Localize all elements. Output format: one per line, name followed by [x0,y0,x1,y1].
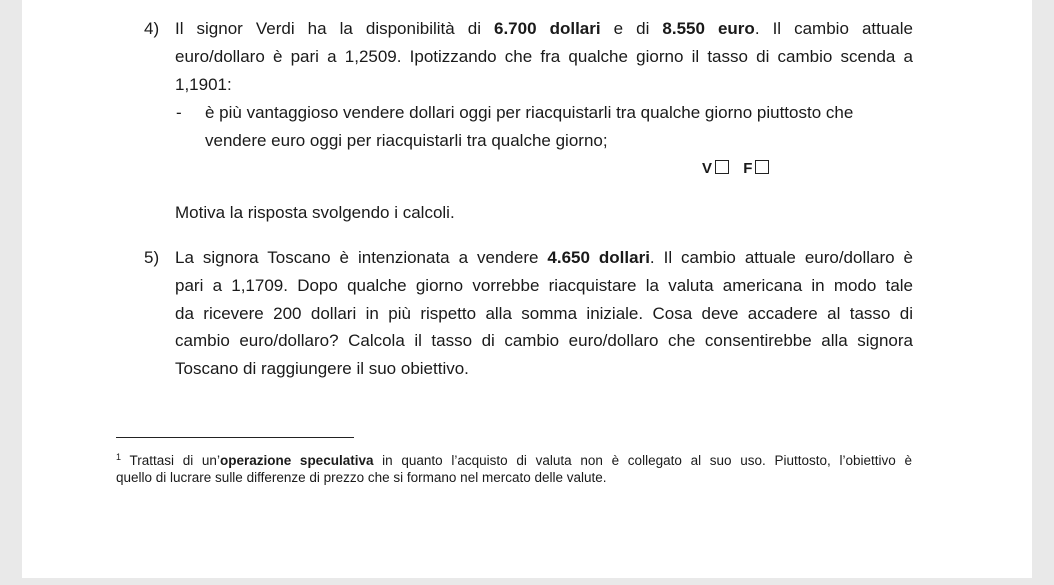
q4-text: e di [600,19,663,38]
bullet-line-1: è più vantaggioso vendere dollari oggi per riacquistarli tra qualche giorno piuttosto che [205,103,854,122]
footnote-bold-term: operazione speculativa [219,453,374,468]
question-4-instruction: Motiva la risposta svolgendo i calcoli. [175,203,455,222]
footnote-marker: 1 [116,452,122,462]
question-5-number: 5) [144,248,160,267]
question-4-line-3: 1,1901: [175,75,232,94]
true-checkbox[interactable] [715,160,729,174]
document-page [22,0,1032,578]
footnote-text: in quanto l’acquisto di valuta non è collegato al suo uso. Piuttosto, l’obiettivo è [373,453,912,468]
question-4-line-2: euro/dollaro è pari a 1,2509. Ipotizzando che fra qualche giorno il tasso di cambio scenda a [175,47,913,66]
question-4-line-1 [175,19,913,39]
footnote-text: Trattasi di un’ [121,453,220,468]
footnote-line-2: quello di lucrare sulle differenze di prezzo che si formano nel mercato delle valute. [116,470,607,485]
q5-text: La signora Toscano è intenzionata a vendere [175,248,548,267]
true-label: V [702,160,713,177]
q4-text: Il signor Verdi ha la disponibilità di [175,19,494,38]
footnote-line-1 [116,448,912,470]
question-5-line-4: cambio euro/dollaro? Calcola il tasso di cambio euro/dollaro che consentirebbe alla signora [175,331,913,350]
question-5-line-3: da ricevere 200 dollari in più rispetto alla somma iniziale. Cosa deve accadere al tasso di [175,304,913,323]
question-4-number: 4) [144,19,160,38]
q5-text: . Il cambio attuale euro/dollaro è [649,248,914,267]
q4-text: . Il cambio attuale [754,19,913,38]
bullet-line-2: vendere euro oggi per riacquistarli tra qualche giorno; [205,131,608,150]
q4-bold-dollars: 6.700 dollari [494,19,601,38]
question-5-line-2: pari a 1,1709. Dopo qualche giorno vorrebbe riacquistare la valuta americana in modo tale [175,276,913,295]
footnote-separator [116,437,354,438]
question-5-line-5: Toscano di raggiungere il suo obiettivo. [175,359,469,378]
true-false-options [702,159,769,179]
false-checkbox[interactable] [755,160,769,174]
q4-bold-euro: 8.550 euro [662,19,755,38]
bullet-dash: - [176,103,182,122]
question-5-line-1 [175,248,913,268]
false-label: F [743,160,753,177]
q5-bold-dollars: 4.650 dollari [547,248,650,267]
